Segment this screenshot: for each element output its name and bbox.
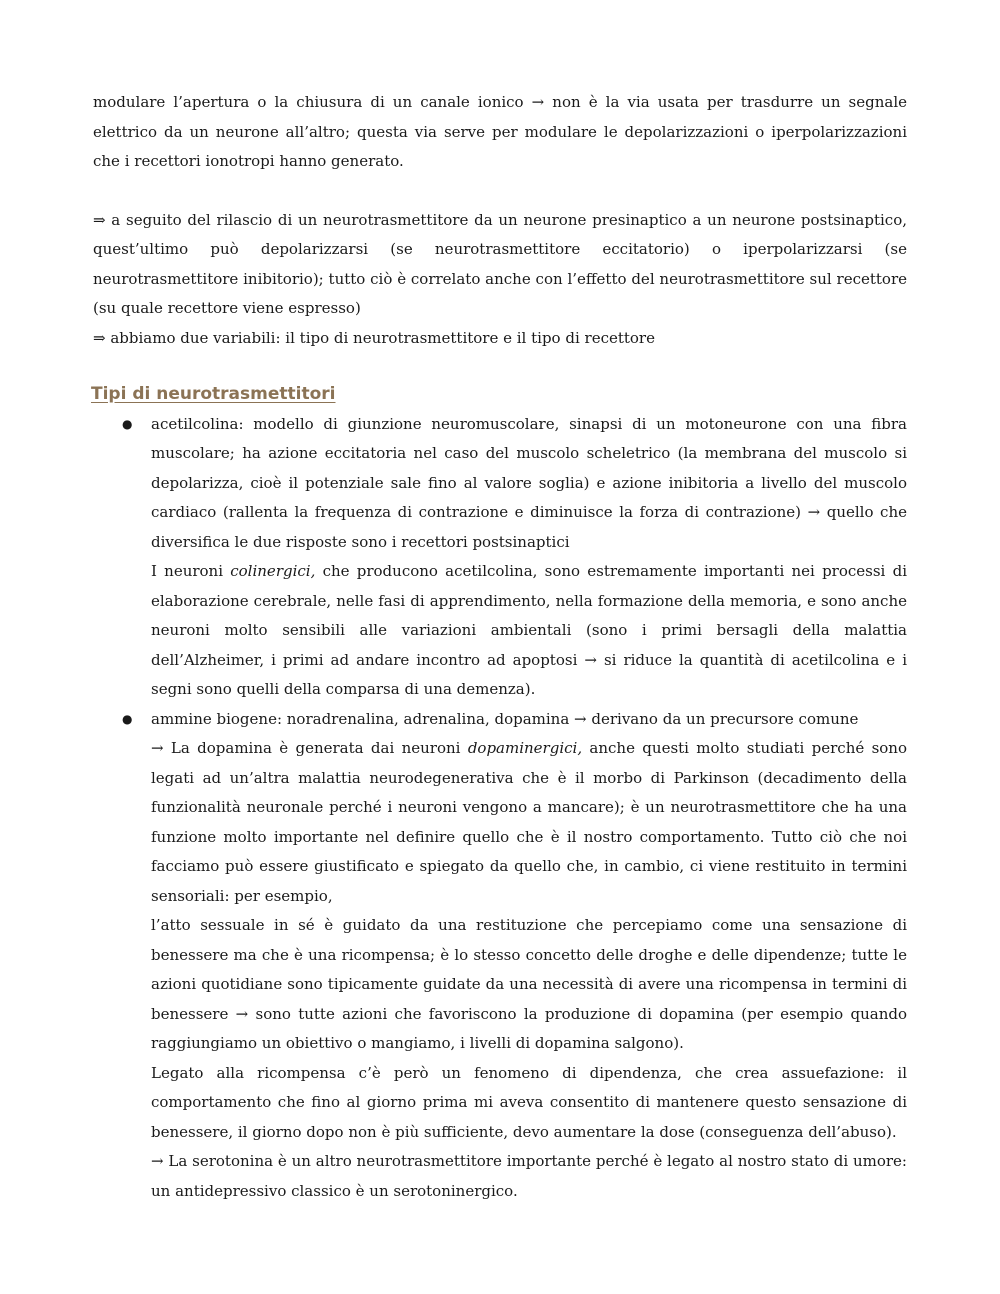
serotonin-paragraph: → La serotonina è un altro neurotrasmettitore importante perché è legato al nostro stato di umore: un antidepressivo classico è un serotoninergico.	[151, 1152, 907, 1200]
text-run: I neuroni	[151, 562, 231, 580]
section-heading: Tipi di neurotrasmettitori	[91, 384, 336, 404]
amines-description: ammine biogene: noradrenalina, adrenalina, dopamina → derivano da un precursore comune	[151, 709, 859, 728]
italic-term: dopaminergici,	[467, 739, 583, 757]
dopamine-paragraph	[151, 734, 907, 911]
text-run: che producono acetilcolina, sono estremamente importanti nei processi di elaborazione cerebrale, nelle fasi di apprendimento, nella formazione della memoria, e sono anche neuroni molto sensibili alle variazioni ambientali (sono i primi bersagli della malattia dell’Alzheimer, i primi ad andare incontro ad apoptosi → si riduce la quantità di acetilcolina e i segni sono quelli della comparsa di una demenza).	[151, 562, 907, 698]
bullet-icon: ●	[122, 711, 133, 726]
acetylcholine-description: acetilcolina: modello di giunzione neuromuscolare, sinapsi di un motoneurone con una fibra muscolare; ha azione eccitatoria nel caso del muscolo scheletrico (la membrana del muscolo si depolarizza, cioè il potenziale sale fino al valore soglia) e azione inibitoria a livello del muscolo cardiaco (rallenta la frequenza di contrazione e diminuisce la forza di contrazione) → quello che diversifica le due risposte sono i recettori postsinaptici	[151, 414, 907, 551]
bullet-icon: ●	[122, 416, 133, 431]
list-item-biogenic-amines	[93, 705, 907, 1207]
variables-paragraph: ⇒ abbiamo due variabili: il tipo di neurotrasmettitore e il tipo di recettore	[93, 328, 655, 347]
italic-term: colinergici,	[230, 562, 316, 580]
cholinergic-paragraph	[151, 557, 907, 705]
implication-paragraph: ⇒ a seguito del rilascio di un neurotrasmettitore da un neurone presinaptico a un neurone postsinaptico, quest’ultimo può depolarizzarsi (se neurotrasmettitore eccitatorio) o iperpolarizzarsi (se neurotrasmettitore inibitorio); tutto ciò è correlato anche con l’effetto del neurotrasmettitore sul recettore (su quale recettore viene espresso)	[93, 210, 907, 317]
reward-paragraph: l’atto sessuale in sé è guidato da una restituzione che percepiamo come una sensazione di benessere ma che è una ricompensa; è lo stesso concetto delle droghe e delle dipendenze; tutte le azioni quotidiane sono tipicamente guidate da una necessità di avere una ricompensa in termini di benessere → sono tutte azioni che favoriscono la produzione di dopamina (per esempio quando raggiungiamo un obiettivo o mangiamo, i livelli di dopamina salgono).	[151, 916, 907, 1052]
text-run: anche questi molto studiati perché sono legati ad un’altra malattia neurodegenerativa che è il morbo di Parkinson (decadimento della funzionalità neuronale perché i neuroni vengono a mancare); è un neurotrasmettitore che ha una funzione molto importante nel definire quello che è il nostro comportamento. Tutto ciò che noi facciamo può essere giustificato e spiegato da quello che, in cambio, ci viene restituito in termini sensoriali: per esempio,	[151, 739, 907, 905]
document-page	[93, 88, 907, 1206]
intro-paragraph: modulare l’apertura o la chiusura di un canale ionico → non è la via usata per trasdurre un segnale elettrico da un neurone all’altro; questa via serve per modulare le depolarizzazioni o iperpolarizzazioni che i recettori ionotropi hanno generato.	[93, 93, 907, 170]
addiction-paragraph: Legato alla ricompensa c’è però un fenomeno di dipendenza, che crea assuefazione: il comportamento che fino al giorno prima mi aveva consentito di mantenere questo sensazione di benessere, il giorno dopo non è più sufficiente, devo aumentare la dose (conseguenza dell’abuso).	[151, 1063, 907, 1141]
neurotransmitter-list	[93, 410, 907, 1207]
list-item-acetylcholine	[93, 410, 907, 705]
text-run: → La dopamina è generata dai neuroni	[151, 739, 468, 757]
